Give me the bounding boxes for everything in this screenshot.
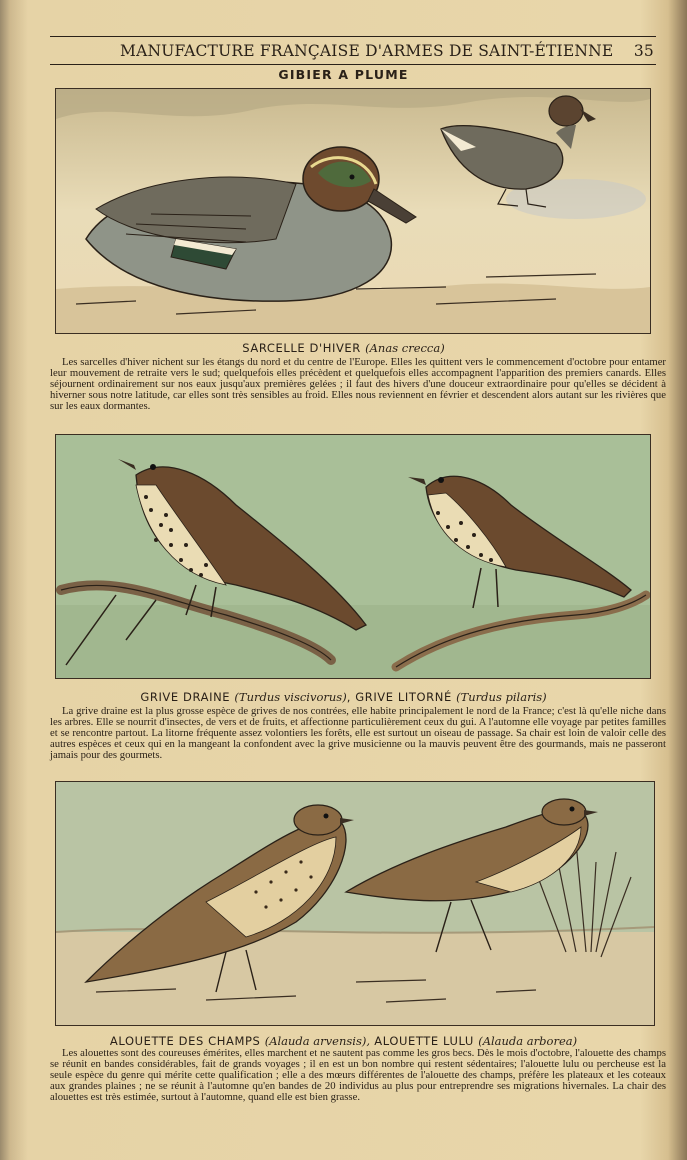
lark-caption (0, 1034, 687, 1048)
thrush-common-name-2: GRIVE LITORNÉ (355, 690, 452, 704)
header-top-rule (50, 36, 656, 37)
thrush-illustration (55, 434, 651, 679)
teal-caption (0, 341, 687, 355)
thrush-common-name-1: GRIVE DRAINE (140, 690, 231, 704)
teal-latin-name: (Anas crecca) (365, 341, 445, 355)
lark-illustration (55, 781, 655, 1026)
teal-illustration (55, 88, 651, 334)
teal-description: Les sarcelles d'hiver nichent sur les étangs du nord et du centre de l'Europe. Elles les quittent vers le commencement d'octobre pour entamer leur mouvement de retraite vers le sud; quelquefois elles précèdent et quelquefois elles accompagnent l'apparition des premiers canards. Elles séjournent ordinairement sur nos eaux jusqu'aux premières gelées ; il faut des hivers d'une douceur extraordinaire pour qu'elles se décident à hiverner sous notre latitude, car elles sont très sensibles au froid. Elles nous reviennent en février et descendent alors autant sur les rivières que sur les eaux dormantes. (50, 356, 666, 412)
lark-description: Les alouettes sont des coureuses émérites, elles marchent et ne sautent pas comme les gros becs. Dès le mois d'octobre, l'alouette des champs se réunit en bandes considérables, fait de grands voyages ; il en est un bon nombre qui restent sédentaires; l'alouette lulu ou percheuse est la seule espèce du genre qui mérite cette qualification ; elle a des mœurs différentes de l'alouette des champs, préfère les plateaux et les coteaux aux grandes plaines ; ne se réunit à l'automne qu'en bandes de 20 individus au plus pour entreprendre ses migrations hivernales. La chair des alouettes est très estimée, surtout à l'automne, quand elle est bien grasse. (50, 1047, 666, 1103)
lark-common-name-1: ALOUETTE DES CHAMPS (109, 1034, 261, 1048)
lark-common-name-2: ALOUETTE LULU (374, 1034, 474, 1048)
teal-common-name: SARCELLE D'HIVER (242, 341, 361, 355)
header-bottom-rule (50, 64, 656, 65)
running-head-title: MANUFACTURE FRANÇAISE D'ARMES DE SAINT-ÉTIENNE (120, 42, 614, 60)
section-title: GIBIER A PLUME (278, 67, 409, 82)
lark-illustration-drawing (56, 782, 654, 1025)
thrush-caption: GRIVE DRAINE (Turdus viscivorus), GRIVE LITORNÉ (Turdus pilaris) (140, 690, 547, 704)
thrush-latin-name-2: (Turdus pilaris) (456, 690, 547, 704)
thrush-description: La grive draine est la plus grosse espèce de grives de nos contrées, elle habite principalement le nord de la France; c'est là qu'elle niche dans les arbres. Elle se nourrit d'insectes, de vers et de fruits, et affectionne particulièrement ceux du gui. A l'automne elle voyage par petites familles et se rencontre partout. La litorne fréquente assez volontiers les forêts, elle est surtout un oiseau de passage. Sa chair est loin de valoir celle des autres espèces et ceux qui en la mangeant la confondent avec la grive musicienne ou la mauvis peuvent être des gourmands, mais ne passeront jamais pour des gourmets. (50, 705, 666, 761)
thrush-illustration-drawing (56, 435, 650, 678)
lark-latin-name-1: (Alauda arvensis), (264, 1034, 370, 1048)
running-head (50, 40, 656, 64)
page-number: 35 (633, 42, 654, 60)
thrush-latin-name-1: (Turdus viscivorus) (234, 690, 347, 704)
lark-latin-name-2: (Alauda arborea) (478, 1034, 578, 1048)
teal-illustration-drawing (56, 89, 650, 333)
